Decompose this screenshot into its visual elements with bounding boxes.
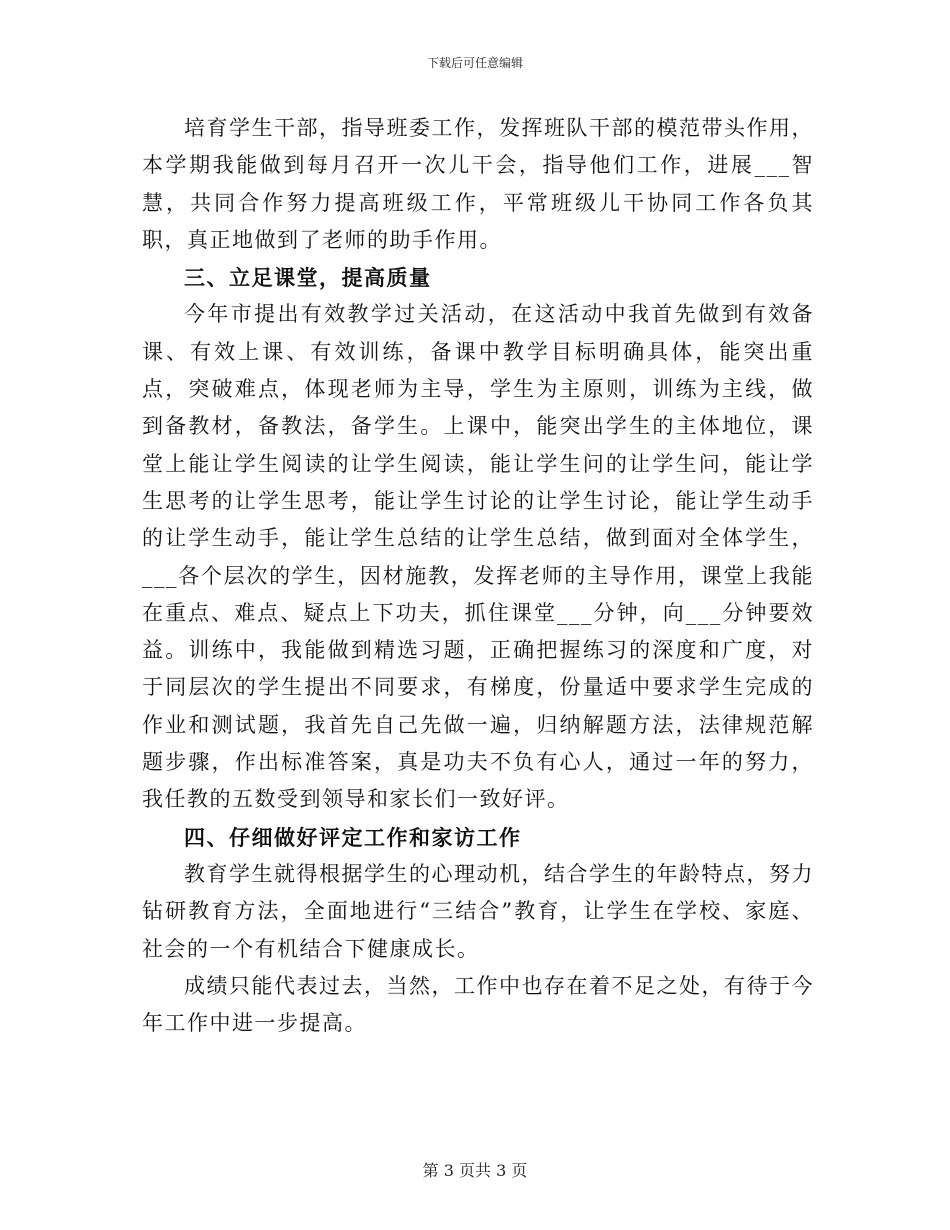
paragraph-conclusion: 成绩只能代表过去，当然，工作中也存在着不足之处，有待于今年工作中进一步提高。 [142, 973, 814, 1036]
paragraph-effective-teaching: 今年市提出有效教学过关活动，在这活动中我首先做到有效备课、有效上课、有效训练，备课中教学目标明确具体，能突出重点，突破难点，体现老师为主导，学生为主原则，训练为主线，做到备教材，备教法，备学生。上课中，能突出学生的主体地位，课堂上能让学生阅读的让学生阅读，能让学生问的让学生问，能让学生思考的让学生思考，能让学生讨论的让学生讨论，能让学生动手的让学生动手，能让学生总结的让学生总结，做到面对全体学生，___各个层次的学生，因材施教，发挥老师的主导作用，课堂上我能在重点、难点、疑点上下功夫，抓住课堂___分钟，向___分钟要效益。训练中，我能做到精选习题，正确把握练习的深度和广度，对于同层次的学生提出不同要求，有梯度，份量适中要求学生完成的作业和测试题，我首先自己先做一遍，归纳解题方法，法律规范解题步骤，作出标准答案，真是功夫不负有心人，通过一年的努力，我任教的五数受到领导和家长们一致好评。 [142, 302, 814, 812]
section-heading-classroom-quality: 三、立足课堂，提高质量 [184, 265, 432, 291]
page-number-footer: 第 3 页共 3 页 [422, 1161, 528, 1180]
section-heading-evaluation-home-visits: 四、仔细做好评定工作和家访工作 [184, 824, 522, 850]
page-header: 下载后可任意编辑 [426, 56, 523, 70]
document-body [142, 110, 814, 1042]
paragraph-class-cadres: 培育学生干部，指导班委工作，发挥班队干部的模范带头作用，本学期我能做到每月召开一次儿干会，指导他们工作，进展___智慧，共同合作努力提高班级工作，平常班级儿干协同工作各负其职，真正地做到了老师的助手作用。 [142, 116, 814, 252]
paragraph-education-methods: 教育学生就得根据学生的心理动机，结合学生的年龄特点，努力钻研教育方法，全面地进行“三结合”教育，让学生在学校、家庭、社会的一个有机结合下健康成长。 [142, 861, 814, 961]
